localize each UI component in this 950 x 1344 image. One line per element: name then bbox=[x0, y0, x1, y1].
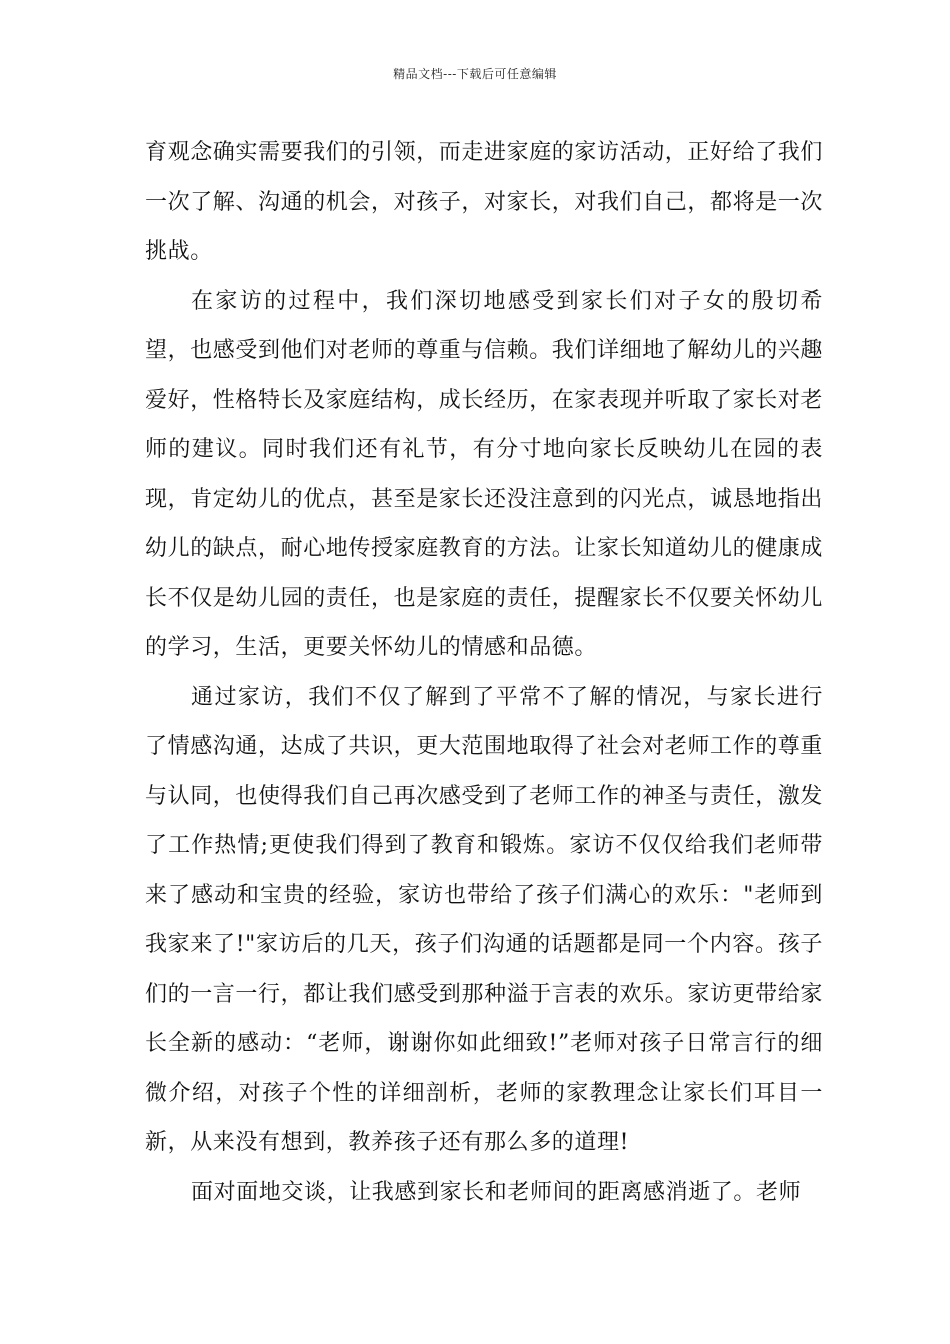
paragraph-continuation: 育观念确实需要我们的引领，而走进家庭的家访活动，正好给了我们一次了解、沟通的机会，对孩子，对家长，对我们自己，都将是一次挑战。 bbox=[145, 140, 824, 264]
document-body bbox=[145, 128, 823, 1217]
paragraph-home-visit-process: 在家访的过程中，我们深切地感受到家长们对子女的殷切希望，也感受到他们对老师的尊重与信赖。我们详细地了解幼儿的兴趣爱好，性格特长及家庭结构，成长经历，在家表现并听取了家长对老师的建议。同时我们还有礼节，有分寸地向家长反映幼儿在园的表现，肯定幼儿的优点，甚至是家长还没注意到的闪光点，诚恳地指出幼儿的缺点，耐心地传授家庭教育的方法。让家长知道幼儿的健康成长不仅是幼儿园的责任，也是家庭的责任，提醒家长不仅要关怀幼儿的学习，生活，更要关怀幼儿的情感和品德。 bbox=[145, 288, 824, 660]
paragraph-face-to-face: 面对面地交谈，让我感到家长和老师间的距离感消逝了。老师 bbox=[191, 1179, 802, 1205]
page-header: 精品文档---下载后可任意编辑 bbox=[393, 67, 557, 81]
paragraph-home-visit-benefits: 通过家访，我们不仅了解到了平常不了解的情况，与家长进行了情感沟通，达成了共识，更大范围地取得了社会对老师工作的尊重与认同，也使得我们自己再次感受到了老师工作的神圣与责任，激发了工作热情;更使我们得到了教育和锻炼。家访不仅仅给我们老师带来了感动和宝贵的经验，家访也带给了孩子们满心的欢乐："老师到我家来了!"家访后的几天，孩子们沟通的话题都是同一个内容。孩子们的一言一行，都让我们感受到那种溢于言表的欢乐。家访更带给家长全新的感动：“老师，谢谢你如此细致!”老师对孩子日常言行的细微介绍，对孩子个性的详细剖析，老师的家教理念让家长们耳目一新，从来没有想到，教养孩子还有那么多的道理! bbox=[145, 684, 824, 1155]
